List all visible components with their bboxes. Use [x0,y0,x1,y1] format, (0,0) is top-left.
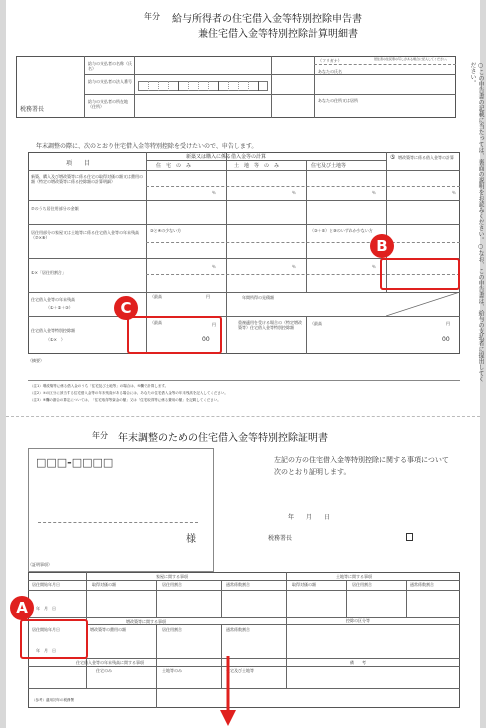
loan-both: 住宅及び土地等 [226,668,254,673]
form2-remarks: 備 考 [350,660,366,665]
renovation-cost: 増改築等の費用の額 [90,627,126,632]
form2-title: 年末調整のための住宅借入金等特別控除証明書 [118,433,328,444]
your-address-label: あなたの住所又は居所 [318,98,358,103]
yen-1: 円 [206,294,210,299]
row-4-label: ③と④の少ない方 [150,228,182,233]
land-header: 土地等に関する事項 [336,574,372,579]
scroll-down-arrow [218,656,238,728]
note-3: （注3）⑤欄の割合の算定については、「住宅取得等資金の額」又は「住宅取得等に係る費用の額」を記載してください。 [30,398,221,402]
callout-c-highlight [127,316,222,354]
land-acquisition: 取得対価の額 [292,582,316,587]
deduction-category: 控除の区分等 [346,618,370,623]
pct-5: ％ [212,264,216,269]
house-normal-ratio: 通常係数割合 [226,582,250,587]
expected-income-label: 年間所得の見積額 [242,295,274,300]
form2-title-year: 年分 [92,431,108,440]
pct-7: ％ [372,264,376,269]
your-name-label: あなたの氏名 [318,69,342,74]
callout-a-badge: A [10,596,34,620]
row-2-label: ⑦のうち居住用部分の金額 [31,206,79,211]
form2-date: 年 月 日 [288,514,331,521]
yearend-label: 住宅借入金等の年末残高 [31,297,75,302]
form1-subtitle: 兼住宅借入金等特別控除計算明細書 [198,29,358,40]
col-item-header: 項 目 [66,160,91,167]
occupancy-ymd-2: 年 月 日 [36,648,56,653]
official-seal-box [406,533,413,541]
callout-b-highlight [380,258,460,290]
occupancy-date-label: 居住開始年月日 [32,582,60,587]
row-1-label: 新築、購入及び増改築等に係る住宅の取得対価の額又は費用の額（特定の増改築等に係る控除額の計算明細） [31,174,143,184]
house-residence-ratio: 居住用割合 [162,582,182,587]
house-header: 家屋に関する事項 [156,574,188,579]
max-label-2: （最高 [310,321,322,326]
yen-2: 円 [446,321,450,326]
house-acquisition: 取得対価の額 [92,582,116,587]
col-land-only: 土 地 等 の み [234,163,280,169]
pct-4: ％ [452,190,456,195]
diagonal-strike [386,292,460,316]
callout-a-highlight [20,619,88,659]
loan-house-only: 住宅のみ [96,668,112,673]
form2-tax-office: 税務署長 [268,535,293,542]
deduction-label: 住宅借入金等特別控除額 [31,328,75,333]
occupancy-ymd-1: 年 月 日 [36,606,56,611]
loan-balance-header: 住宅借入金等の年末残高に関する事項 [76,660,144,665]
land-normal-ratio: 通常係数割合 [410,582,434,587]
max-label-1: （最高 [150,294,162,299]
note-1: （注1）増改築等に係る借入金のうち「住宅及び土地等」の場合は、⑤欄で計算します。 [30,384,169,388]
pct-1: ％ [212,190,216,195]
payer-name-label: 給与の支払者の名称（氏名） [88,61,132,71]
furigana-label: （フリガナ） [318,58,342,63]
max-label-c: （最高 [150,320,162,325]
pct-3: ％ [372,190,376,195]
col-house-only: 住 宅 の み [156,163,192,169]
row-3-label: 居住用部分の家屋又は土地等に係る住宅借入金等の年末残高（⑦×⑧） [31,230,139,240]
overlap-deduction-label: 重複適用を受ける場合の（特定増改築等）住宅借入金等特別控除額 [238,320,302,330]
proof-items-label: （証明事項） [28,562,52,567]
renovation-header: 増改築等に関する事項 [126,619,166,624]
note-2: （注2）⑦の区分に該当する住宅借入金等の年末残高がある場合には、あなたの住宅借入金等の年末残高を記入してください。 [30,391,228,395]
form1-tax-office: 税務署長 [20,106,45,113]
land-residence-ratio: 居住用割合 [352,582,372,587]
col-house-and-land: 住宅及び土地等 [311,163,347,169]
col-renovation-header: 増改築等に係る借入金等の計算 [398,155,454,160]
zeros-2: 00 [442,336,450,343]
side-instructions: ○この申告書の記載に当たっては、裏面の説明をお読みください。○なお、この申告書は、給与の支払者に提出してください。 [469,62,484,382]
postal-code-placeholder: □□□-□□□□ [36,456,114,469]
yearend-formula: （①＋②＋③） [46,305,73,310]
renov-residence-ratio: 居住用割合 [162,627,182,632]
renov-normal-ratio: 通常係数割合 [226,627,250,632]
loan-land-only: 土地等のみ [162,668,182,673]
deduction-amount-zeros: 00 [202,336,210,343]
col-5-number: ⑤ [390,154,396,161]
col-group-header: 新築又は購入に係る借入金等の計算 [186,154,267,160]
payer-number-label: 給与の支払者の法人番号 [88,79,132,84]
yen-c: 円 [212,322,216,327]
row-5-label: （③＋⑤）と⑩のいずれか少ない方 [310,228,373,233]
callout-b-badge: B [370,234,394,258]
payer-address-label: 給与の支払者の所在地（住所） [88,99,128,109]
callout-c-badge: C [114,296,138,320]
pct-6: ％ [292,264,296,269]
certification-statement: 左記の方の住宅借入金等特別控除に関する事項について次のとおり証明します。 [274,456,449,476]
deduction-formula: （①× ） [46,337,65,342]
row-6-label: ①×「居住用割合」 [31,270,66,275]
form1-title: 給与所得者の住宅借入金等特別控除申告書 [172,14,362,25]
form1-title-year: 年分 [144,12,160,21]
form-sheet [6,0,484,728]
form1-intro: 年末調整の際に、次のとおり住宅借入金等特別控除を受けたいので、申告します。 [36,143,258,150]
header-note: 居住者の住民票の写しがある場合に記入してください。 [374,57,450,61]
occupancy-date-label-2: 居住開始年月日 [32,627,60,632]
pct-2: ％ [292,190,296,195]
sama-honorific: 様 [186,534,196,545]
tax-office-footer: （参考）適用初年の税務署 [32,698,74,702]
remarks-label: （摘要） [28,358,44,363]
corporate-number-field[interactable] [138,81,268,91]
